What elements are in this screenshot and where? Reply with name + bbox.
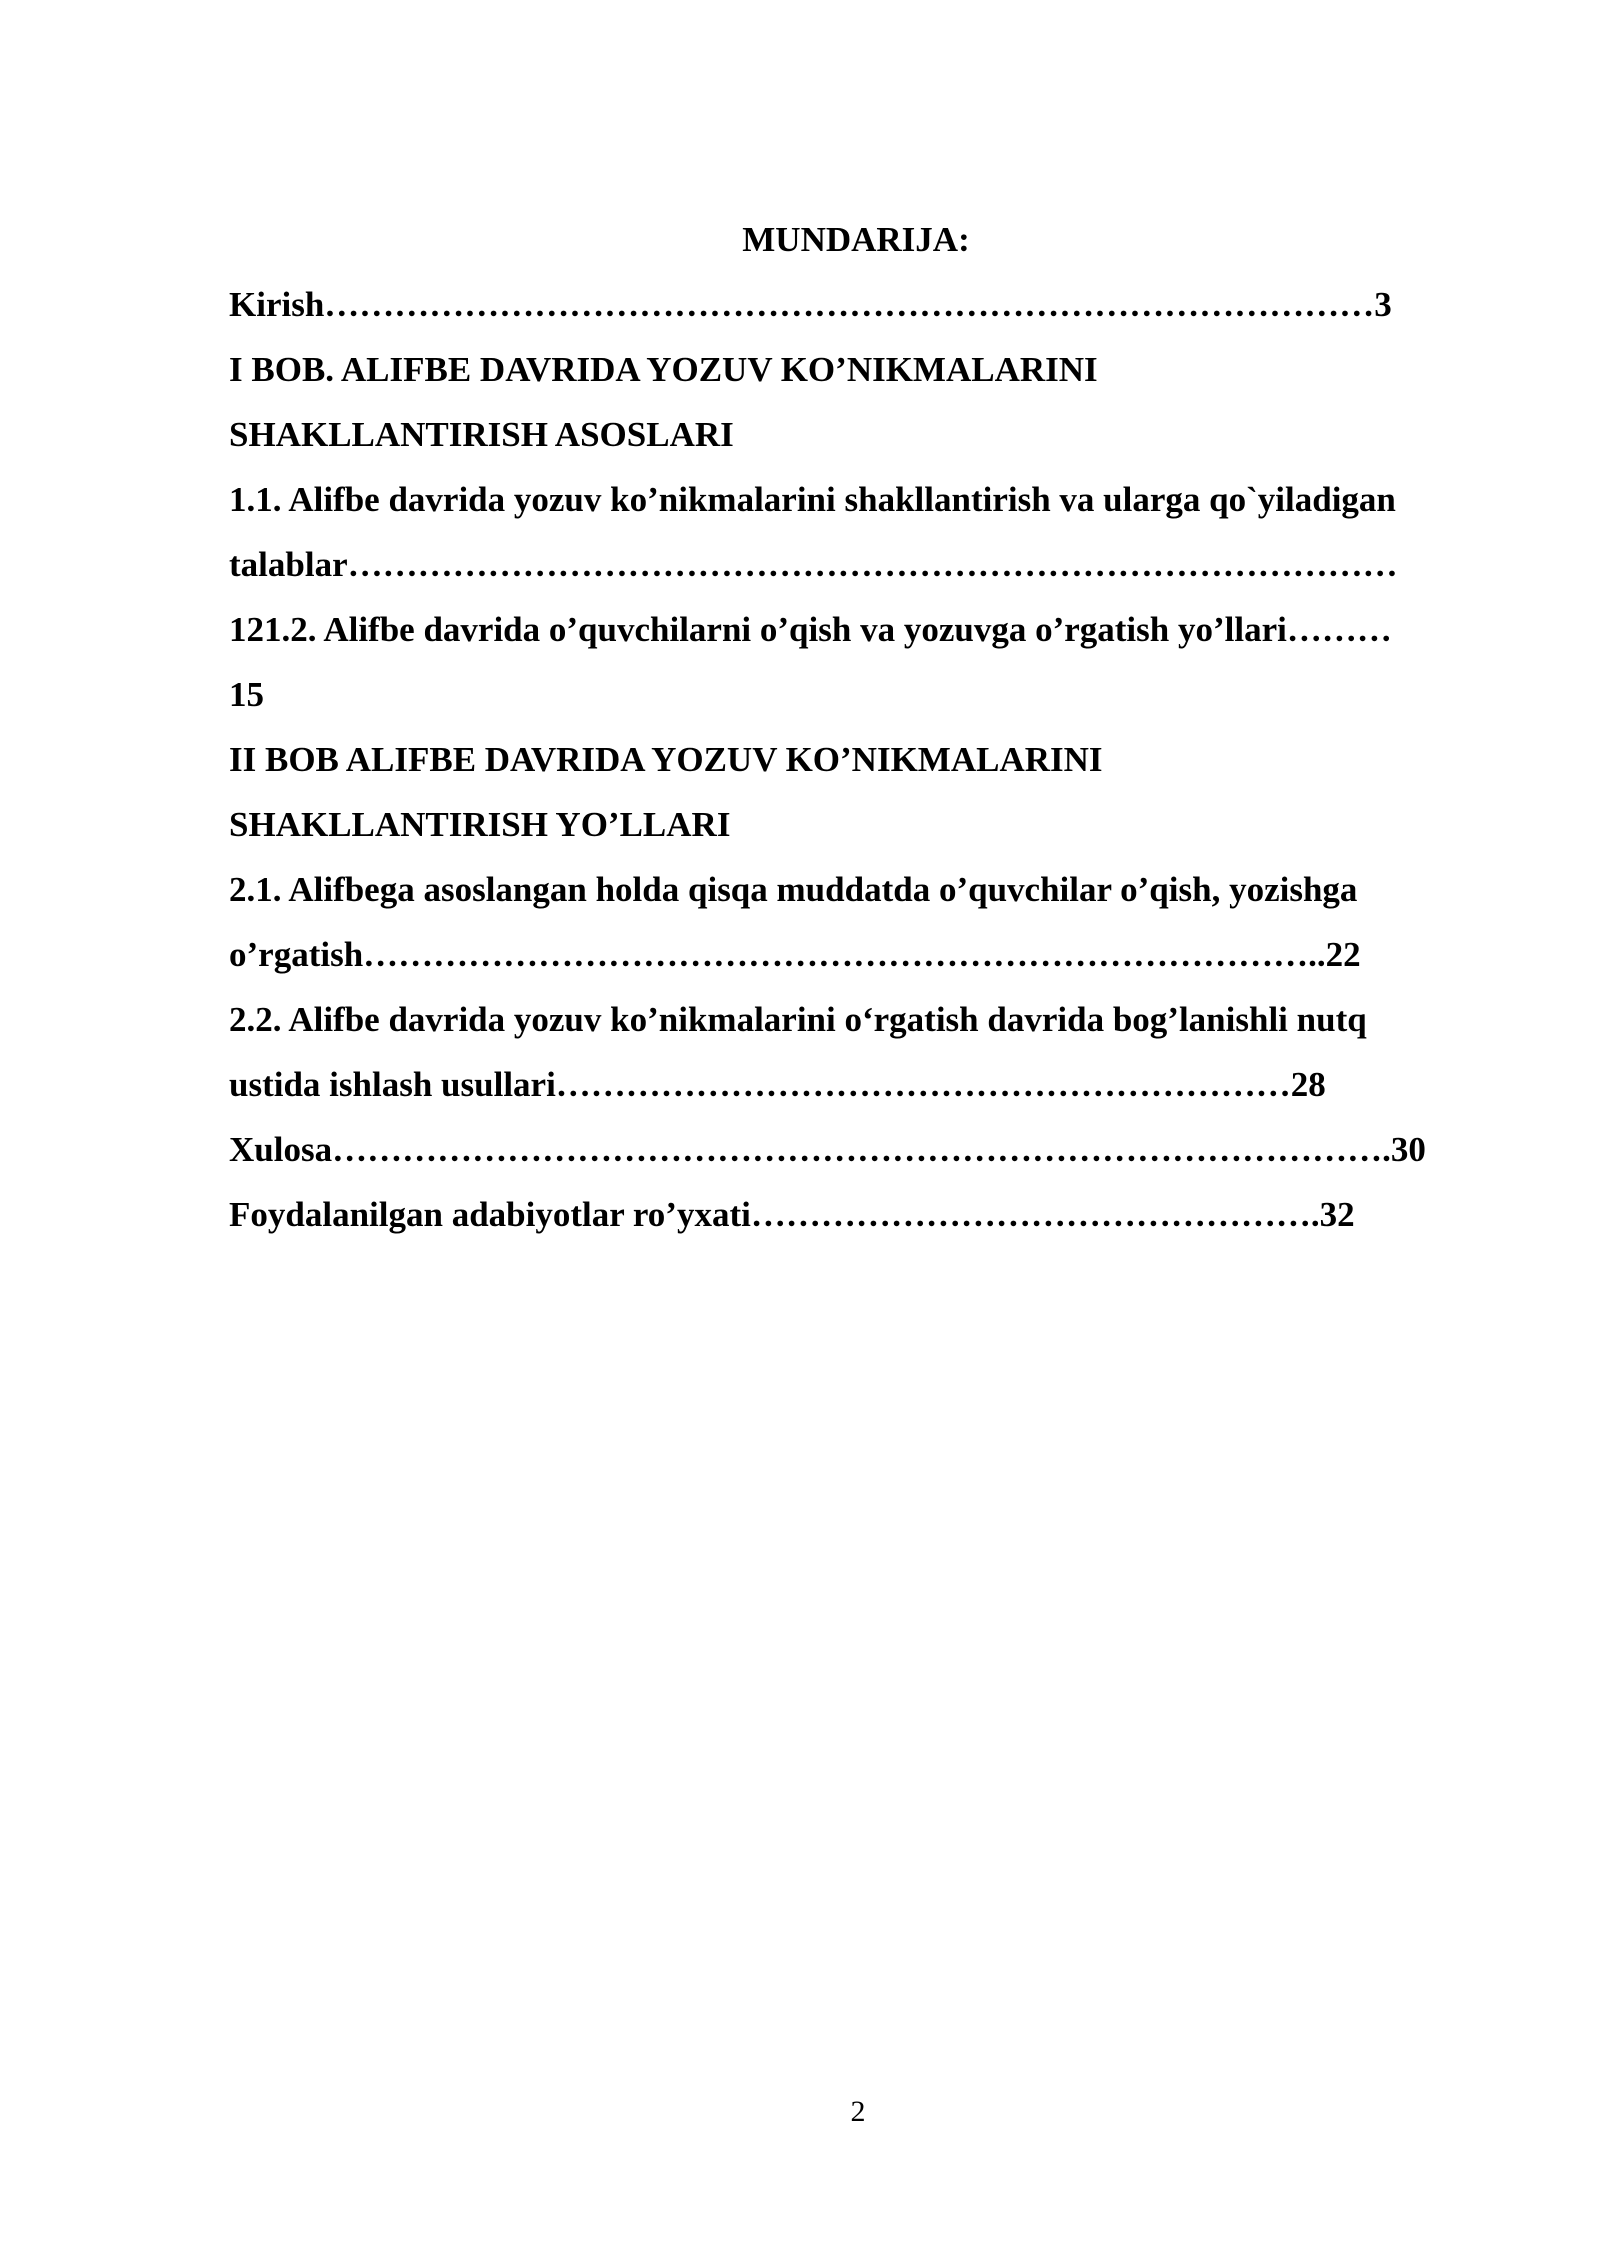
toc-line-section-1-1: 1.1. Alifbe davrida yozuv ko’nikmalarini shakllantirish va ularga qo`yiladigan <box>229 480 1396 519</box>
toc-line-section-2-2-continued: ustida ishlash usullari………………………………………………………28 <box>229 1065 1326 1104</box>
toc-line-section-2-2: 2.2. Alifbe davrida yozuv ko’nikmalarini o‘rgatish davrida bog’lanishli nutq <box>229 1000 1367 1039</box>
toc-line-introduction: Kirish………………………………………………………………………………3 <box>229 285 1392 324</box>
toc-line-section-2-1-continued: o’rgatish………………………………………………………………………..22 <box>229 935 1361 974</box>
toc-line-conclusion: Xulosa……………………………………………………………………………….30 <box>229 1130 1426 1169</box>
toc-line-chapter-1-title: I BOB. ALIFBE DAVRIDA YOZUV KO’NIKMALARINI <box>229 350 1098 389</box>
toc-line-references: Foydalanilgan adabiyotlar ro’yxati………………………………………….32 <box>229 1195 1355 1234</box>
toc-line-section-1-1-continued: talablar……………………………………………………………………………… <box>229 545 1398 584</box>
toc-line-chapter-2-title: II BOB ALIFBE DAVRIDA YOZUV KO’NIKMALARINI <box>229 740 1103 779</box>
toc-line-section-1-2-page: 15 <box>229 675 264 714</box>
toc-line-section-1-2: 121.2. Alifbe davrida o’quvchilarni o’qish va yozuvga o’rgatish yo’llari……… <box>229 610 1392 649</box>
page-number: 2 <box>850 2095 866 2128</box>
table-of-contents <box>229 277 1529 1252</box>
page-title: MUNDARIJA: <box>742 220 970 259</box>
toc-line-section-2-1: 2.1. Alifbega asoslangan holda qisqa muddatda o’quvchilar o’qish, yozishga <box>229 870 1358 909</box>
toc-line-chapter-1-title-continued: SHAKLLANTIRISH ASOSLARI <box>229 415 734 454</box>
toc-line-chapter-2-title-continued: SHAKLLANTIRISH YO’LLARI <box>229 805 731 844</box>
